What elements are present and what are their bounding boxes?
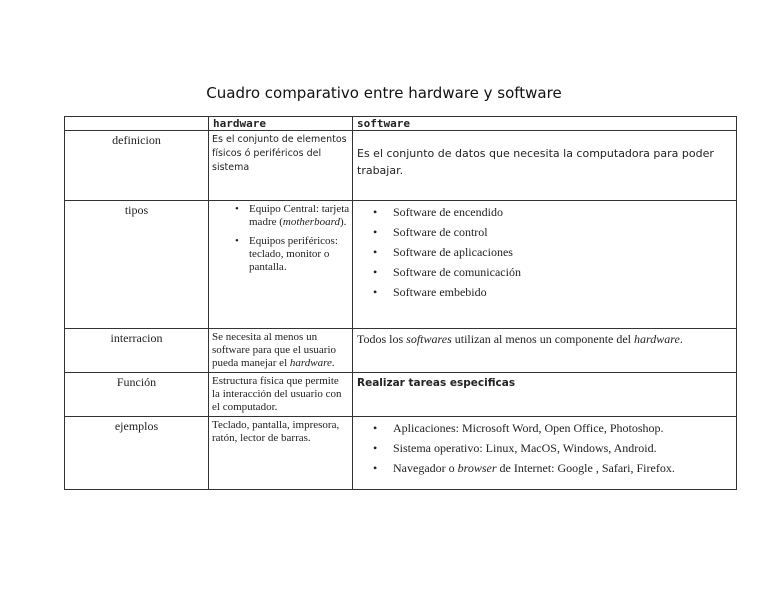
list-item: • Equipo Central: tarjeta madre (motherboard). <box>209 203 352 229</box>
ejemplos-software-list <box>353 420 736 476</box>
definicion-hardware-cell: Es el conjunto de elementos físicos ó periféricos del sistema <box>209 131 353 201</box>
table-row <box>65 373 737 417</box>
interaccion-software-cell: Todos los softwares utilizan al menos un componente del hardware. <box>353 329 737 373</box>
interaccion-hardware-cell: Se necesita al menos un software para que el usuario pueda manejar el hardware. <box>209 329 353 373</box>
list-item: • Software de aplicaciones <box>353 244 736 260</box>
tipos-hardware-cell <box>209 201 353 329</box>
header-software: software <box>353 117 737 131</box>
table-row <box>65 417 737 490</box>
row-label-ejemplos: ejemplos <box>65 417 209 490</box>
page-title: Cuadro comparativo entre hardware y software <box>206 84 562 102</box>
list-item: • Software de comunicación <box>353 264 736 280</box>
definicion-software-cell: Es el conjunto de datos que necesita la computadora para poder trabajar. <box>353 131 737 201</box>
list-item: • Aplicaciones: Microsoft Word, Open Office, Photoshop. <box>353 420 736 436</box>
header-row <box>65 117 737 131</box>
ejemplos-software-cell <box>353 417 737 490</box>
tipos-hardware-list <box>209 203 352 274</box>
tipos-software-list <box>353 204 736 300</box>
tipos-software-cell <box>353 201 737 329</box>
list-item: • Software embebido <box>353 284 736 300</box>
row-label-interaccion: interracion <box>65 329 209 373</box>
row-label-funcion: Función <box>65 373 209 417</box>
list-item: • Software de control <box>353 224 736 240</box>
header-empty-cell <box>65 117 209 131</box>
row-label-definicion: definicion <box>65 131 209 201</box>
table-row <box>65 329 737 373</box>
list-item: • Navegador o browser de Internet: Google , Safari, Firefox. <box>353 460 736 476</box>
list-item: • Sistema operativo: Linux, MacOS, Windows, Android. <box>353 440 736 456</box>
list-item: • Software de encendido <box>353 204 736 220</box>
funcion-software-cell: Realizar tareas especificas <box>353 373 737 417</box>
list-item: • Equipos periféricos: teclado, monitor o pantalla. <box>209 235 352 274</box>
ejemplos-hardware-cell: Teclado, pantalla, impresora, ratón, lector de barras. <box>209 417 353 490</box>
row-label-tipos: tipos <box>65 201 209 329</box>
header-hardware: hardware <box>209 117 353 131</box>
table-row <box>65 131 737 201</box>
table-row <box>65 201 737 329</box>
comparison-table <box>64 116 737 490</box>
funcion-hardware-cell: Estructura física que permite la interacción del usuario con el computador. <box>209 373 353 417</box>
